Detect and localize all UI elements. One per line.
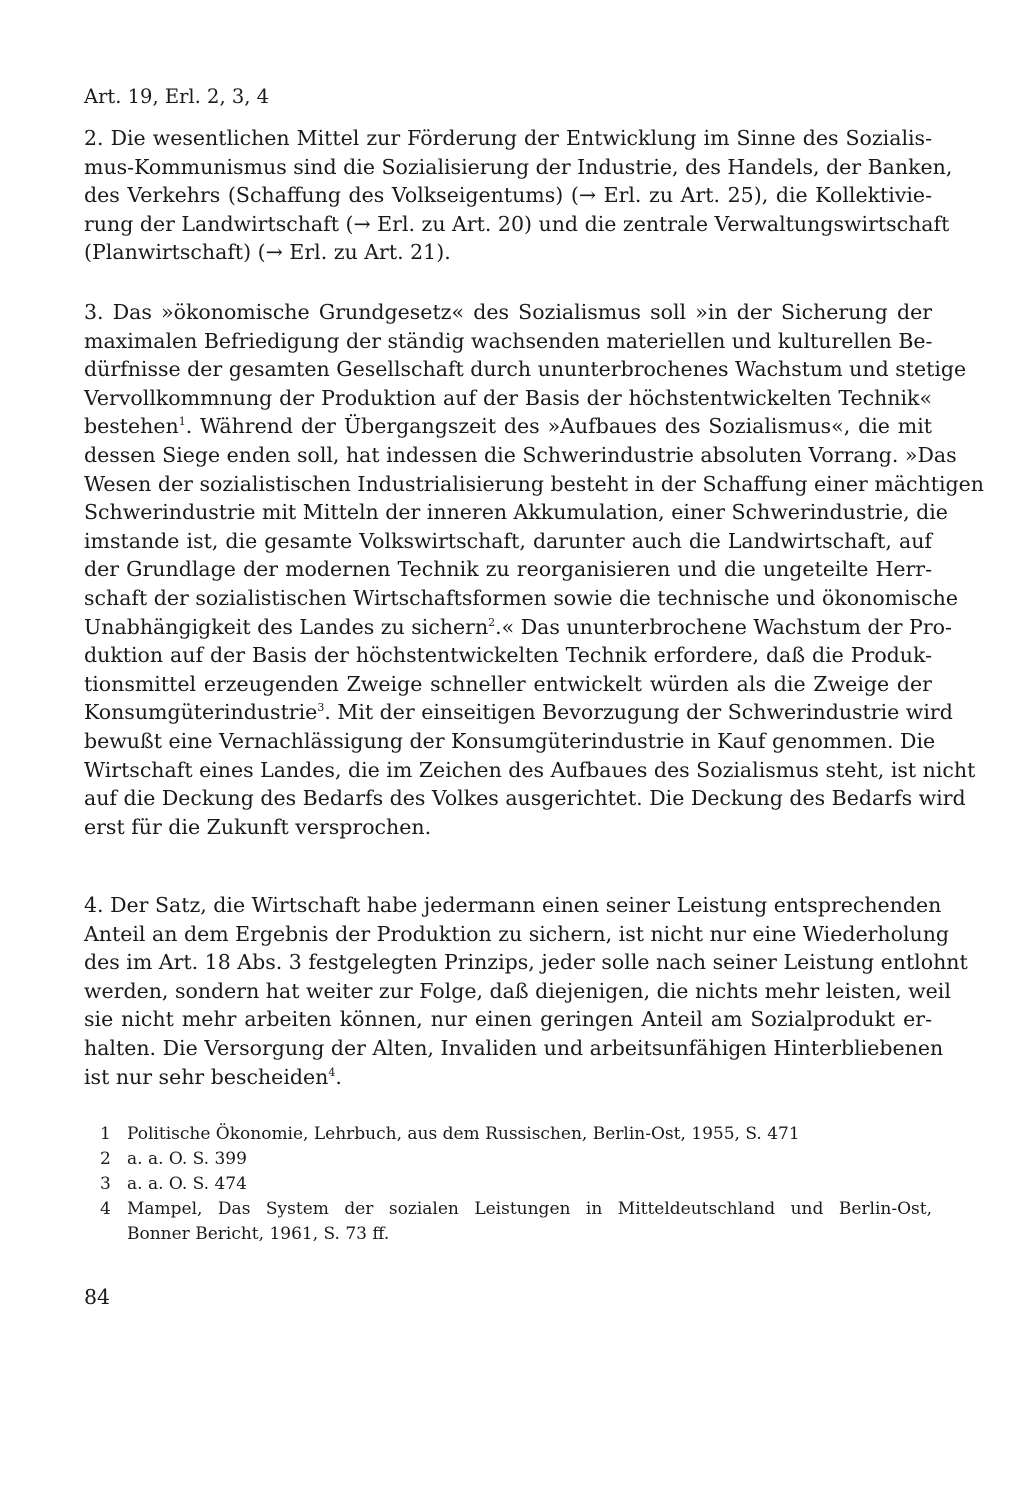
text-line [84,891,942,920]
footnote-reference[interactable]: 1 [178,415,186,429]
page-number: 84 [84,1285,111,1309]
footnote-line: Mampel, Das System der sozialen Leistungen in Mitteldeutschland und Berlin-Ost, [127,1199,932,1219]
text-line [84,355,967,384]
text-line [84,977,951,1006]
line-text: der Grundlage der modernen Technik zu reorganisieren und die ungeteilte Herr- [84,557,932,582]
line-text: Wirtschaft eines Landes, die im Zeichen des Aufbaues des Sozialismus steht, ist nicht [84,757,976,782]
line-text: auf die Deckung des Bedarfs des Volkes ausgerichtet. Die Deckung des Bedarfs wird [84,786,966,811]
footnote-text [127,1172,932,1197]
text-line [84,555,932,584]
line-text: halten. Die Versorgung der Alten, Invaliden und arbeitsunfähigen Hinterbliebenen [84,1035,944,1060]
line-text-continued: . Während der Übergangszeit des »Aufbaues des Sozialismus«, die mit [185,414,932,439]
line-text: 2. Die wesentlichen Mittel zur Förderung der Entwicklung im Sinne des Sozialis- [84,126,932,150]
footnote-reference[interactable]: 2 [488,615,496,629]
line-text: 4. Der Satz, die Wirtschaft habe jedermann einen seiner Leistung entsprechenden [84,893,942,917]
text-line [84,670,932,699]
text-line [84,613,952,642]
footnote-reference[interactable]: 3 [317,701,325,715]
text-line [84,784,966,813]
text-line [84,181,932,210]
text-line [84,470,984,499]
line-text: dürfnisse der gesamten Gesellschaft durch ununterbrochenes Wachstum und stetige [84,357,967,382]
line-text: des Verkehrs (Schaffung des Volkseigentums) (→ Erl. zu Art. 25), die Kollektivie- [84,183,932,208]
text-line [84,641,932,670]
footnote-text [127,1197,932,1247]
line-text: (Planwirtschaft) (→ Erl. zu Art. 21). [84,240,451,265]
footnote-number: 2 [100,1149,111,1169]
footnote-number: 4 [100,1199,111,1219]
line-text: sie nicht mehr arbeiten können, nur einen geringen Anteil am Sozialprodukt er- [84,1007,932,1032]
text-line [84,1034,944,1063]
text-line [84,1005,932,1034]
line-text: Schwerindustrie mit Mitteln der inneren Akkumulation, einer Schwerindustrie, die [84,500,948,525]
footnote-line: a. a. O. S. 399 [127,1149,247,1169]
text-line [84,124,932,153]
text-line [84,756,976,785]
paragraph-erl-2 [84,124,953,267]
line-text: maximalen Befriedigung der ständig wachsenden materiellen und kulturellen Be- [84,328,933,353]
text-line [84,527,932,556]
line-text: Unabhängigkeit des Landes zu sichern [84,614,489,639]
footnote [100,1122,932,1147]
line-text-continued: . [335,1064,342,1089]
text-line [84,948,968,977]
footnote-line: Bonner Bericht, 1961, S. 73 ff. [127,1224,390,1244]
text-line [84,498,948,527]
text-line [84,920,950,949]
line-text-continued: .« Das ununterbrochene Wachstum der Pro- [495,614,952,639]
line-text: duktion auf der Basis der höchstentwickelten Technik erfordere, daß die Produk- [84,643,932,668]
footnotes [100,1122,932,1247]
text-line [84,327,932,356]
line-text: schaft der sozialistischen Wirtschaftsformen sowie die technische und ökonomische [84,585,958,610]
footnote-number: 1 [100,1124,111,1144]
line-text: Konsumgüterindustrie [84,700,318,725]
footnote-reference[interactable]: 4 [328,1065,336,1079]
paragraph-erl-3 [84,298,984,841]
line-text: 3. Das »ökonomische Grundgesetz« des Sozialismus soll »in der Sicherung der [84,300,932,324]
line-text: erst für die Zukunft versprochen. [84,814,432,839]
text-line [84,1063,932,1092]
line-text: mus-Kommunismus sind die Sozialisierung der Industrie, des Handels, der Banken, [84,154,953,179]
footnote-number: 3 [100,1174,111,1194]
text-line [84,441,957,470]
paragraph-erl-4 [84,891,968,1091]
line-text: imstande ist, die gesamte Volkswirtschaft, darunter auch die Landwirtschaft, auf [84,528,932,553]
text-line [84,210,950,239]
line-text: des im Art. 18 Abs. 3 festgelegten Prinzips, jeder solle nach seiner Leistung entlohnt [84,950,968,975]
text-line [84,298,932,327]
footnote [100,1172,932,1197]
line-text: tionsmittel erzeugenden Zweige schneller entwickelt würden als die Zweige der [84,671,932,696]
line-text: Wesen der sozialistischen Industrialisierung besteht in der Schaffung einer mächtigen [84,471,984,496]
line-text-continued: . Mit der einseitigen Bevorzugung der Schwerindustrie wird [324,700,953,725]
footnote-line: Politische Ökonomie, Lehrbuch, aus dem Russischen, Berlin-Ost, 1955, S. 471 [127,1124,800,1144]
text-line [84,813,932,842]
footnote-text [127,1147,932,1172]
line-text: Vervollkommnung der Produktion auf der Basis der höchstentwickelten Technik« [84,385,932,410]
text-line [84,412,932,441]
line-text: dessen Siege enden soll, hat indessen die Schwerindustrie absoluten Vorrang. »Das [84,442,957,467]
line-text: Anteil an dem Ergebnis der Produktion zu sichern, ist nicht nur eine Wiederholung [84,921,950,946]
line-text: rung der Landwirtschaft (→ Erl. zu Art. 20) und die zentrale Verwaltungswirtschaft [84,211,950,236]
text-line [84,238,932,267]
line-text: werden, sondern hat weiter zur Folge, daß diejenigen, die nichts mehr leisten, weil [84,978,951,1003]
text-line [84,153,953,182]
footnote [100,1197,932,1247]
footnote-text [127,1122,932,1147]
running-head: Art. 19, Erl. 2, 3, 4 [84,85,270,108]
line-text: bestehen [84,414,179,439]
footnote-line: a. a. O. S. 474 [127,1174,247,1194]
text-line [84,727,936,756]
footnote [100,1147,932,1172]
text-line [84,698,953,727]
line-text: bewußt eine Vernachlässigung der Konsumgüterindustrie in Kauf genommen. Die [84,728,936,753]
text-line [84,584,958,613]
text-line [84,384,932,413]
line-text: ist nur sehr bescheiden [84,1064,329,1089]
